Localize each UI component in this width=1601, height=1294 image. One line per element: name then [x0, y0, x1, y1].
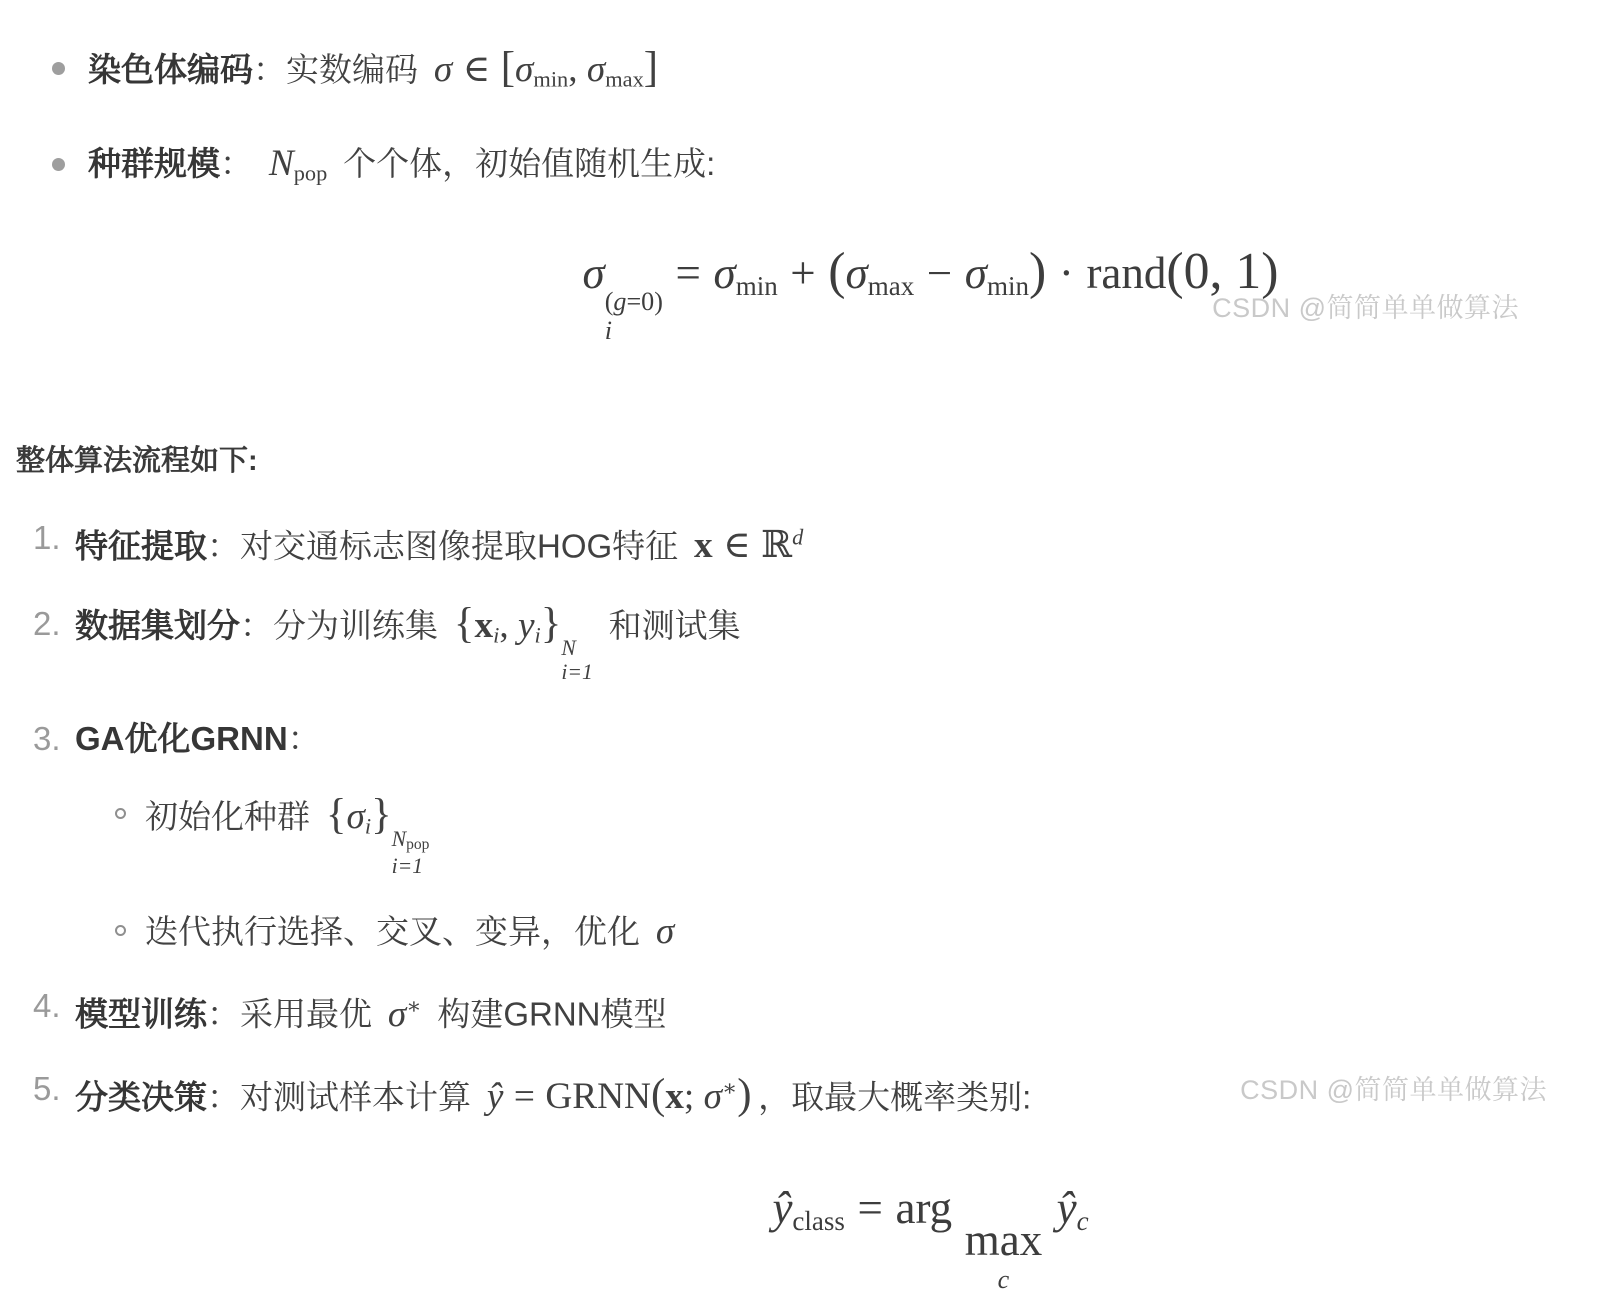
math-token: σ	[655, 911, 675, 953]
math-token: }	[540, 599, 562, 647]
math-token: i	[534, 622, 541, 648]
label-colon: ：	[207, 1077, 240, 1115]
step-text: 和测试集	[608, 606, 741, 644]
step-text: 对测试样本计算	[240, 1077, 471, 1115]
step-number: 2.	[33, 604, 61, 642]
math-token: ∗	[406, 993, 422, 1019]
math-token: min	[735, 270, 778, 301]
step-label: GA优化GRNN	[75, 719, 288, 757]
inline-math-npop	[269, 143, 327, 184]
math-token: σ	[433, 49, 453, 90]
math-token: σ	[346, 795, 365, 837]
math-token: ŷ	[486, 1075, 504, 1117]
math-token: =0)	[626, 286, 663, 316]
section-heading: 整体算法流程如下:	[16, 444, 258, 477]
step-label: 模型训练	[75, 995, 207, 1033]
math-token: (	[650, 1070, 666, 1118]
label-colon: ：	[207, 995, 240, 1033]
math-token: ,	[499, 604, 509, 646]
math-token: g	[613, 286, 627, 316]
label-colon: ：	[207, 526, 240, 564]
inline-math-training-set	[453, 599, 593, 685]
step-item	[33, 981, 1601, 1039]
list-item	[52, 44, 1601, 104]
math-superscript	[392, 828, 430, 853]
math-token: {	[325, 790, 347, 838]
bullet-icon	[52, 62, 65, 75]
math-token: min	[533, 66, 569, 92]
ga-substeps-list	[75, 790, 1601, 957]
math-token: [	[500, 44, 516, 91]
math-token: N	[268, 142, 294, 184]
math-token: pop	[406, 835, 430, 853]
ga-encoding-bullet-list	[0, 44, 1601, 197]
math-token: −	[926, 248, 953, 299]
circle-bullet-icon	[115, 808, 126, 819]
step-text: ，取最大概率类别:	[758, 1077, 1032, 1115]
list-item	[52, 140, 1601, 198]
step-number: 4.	[33, 987, 61, 1025]
math-token: min	[987, 270, 1030, 301]
inline-math-population	[325, 790, 430, 878]
label-colon: ：	[240, 606, 273, 644]
math-token: ℝ	[761, 524, 793, 566]
math-token: σ	[515, 49, 534, 90]
step-text: 分为训练集	[273, 606, 438, 644]
math-token: +	[790, 248, 816, 299]
math-subscript: i=1	[391, 853, 424, 878]
math-token: ;	[683, 1075, 695, 1117]
math-token: x	[474, 604, 494, 646]
math-token: i	[364, 813, 372, 839]
csdn-watermark: CSDN @简简单单做算法	[1240, 1075, 1547, 1105]
label-colon: ：	[253, 51, 286, 88]
label-colon: ：	[220, 144, 253, 182]
math-token: )	[1029, 243, 1047, 301]
math-token: {	[453, 599, 475, 647]
inline-math-sigma-star	[388, 994, 422, 1035]
math-token: rand	[1086, 248, 1167, 299]
math-token: =	[675, 248, 701, 299]
substep-item	[115, 790, 1601, 877]
math-token: c	[1076, 1205, 1089, 1236]
step-number: 1.	[33, 518, 61, 556]
math-token: σ	[964, 248, 987, 299]
math-token: x	[694, 524, 713, 566]
math-token: class	[792, 1205, 845, 1236]
substep-text: 初始化种群	[145, 797, 310, 835]
substep-text: 迭代执行选择、交叉、变异，优化	[145, 913, 640, 951]
math-token: σ	[845, 248, 868, 299]
math-token: GRNN	[545, 1075, 651, 1117]
math-token: }	[371, 790, 392, 838]
math-token: ŷ	[1056, 1182, 1077, 1233]
math-token: arg	[895, 1182, 953, 1233]
math-token: ,	[568, 49, 578, 90]
csdn-watermark: CSDN @简简单单做算法	[1212, 293, 1519, 323]
bullet-text: 实数编码	[286, 51, 418, 88]
math-token: (0, 1)	[1166, 243, 1279, 301]
step-label: 分类决策	[75, 1077, 207, 1115]
math-token: N	[391, 826, 407, 851]
math-token: (	[604, 286, 614, 316]
display-formula-argmax	[0, 1168, 1601, 1293]
bullet-icon	[52, 158, 65, 171]
step-number: 5.	[33, 1069, 61, 1107]
math-token: =	[857, 1182, 883, 1233]
math-subscript: i=1	[561, 660, 593, 685]
math-superscript: N	[561, 635, 576, 660]
bullet-label: 种群规模	[88, 144, 220, 182]
bullet-label: 染色体编码	[88, 51, 253, 88]
bullet-text: 个个体，初始值随机生成:	[343, 144, 716, 182]
math-token: max	[867, 270, 915, 301]
step-item	[33, 599, 1601, 684]
math-token: max	[605, 66, 644, 92]
label-colon: ：	[287, 719, 321, 757]
step-text: 采用最优	[240, 995, 372, 1033]
math-token: ]	[643, 44, 659, 91]
math-subsup	[605, 288, 663, 345]
math-token: )	[737, 1070, 752, 1118]
step-item	[33, 714, 1601, 957]
step-text: 对交通标志图像提取HOG特征	[240, 526, 679, 564]
step-label: 数据集划分	[75, 606, 240, 644]
step-item	[33, 513, 1601, 571]
math-token: (	[828, 243, 846, 301]
math-token: ∈	[462, 49, 491, 90]
step-label: 特征提取	[75, 526, 207, 564]
math-token: d	[792, 524, 804, 550]
step-number: 3.	[33, 719, 61, 757]
math-token: ŷ	[772, 1182, 793, 1233]
math-subsup	[561, 637, 592, 684]
step-text: 构建GRNN模型	[437, 995, 667, 1033]
math-token: ∈	[723, 524, 751, 566]
math-token: =	[513, 1075, 535, 1117]
inline-math-sigma-range	[433, 44, 659, 92]
math-token: y	[517, 604, 535, 646]
math-token: pop	[293, 160, 328, 186]
math-token: ·	[1058, 248, 1074, 299]
math-token: max	[964, 1215, 1043, 1266]
inline-math-grnn-predict	[486, 1070, 752, 1118]
math-subscript: i	[604, 316, 612, 346]
algorithm-steps-list	[33, 513, 1601, 1122]
inline-math-hog-feature	[694, 525, 803, 566]
math-token: σ	[387, 993, 407, 1035]
math-token: σ	[582, 248, 605, 299]
math-token: x	[665, 1075, 684, 1117]
math-token: σ	[586, 49, 606, 90]
math-token: c	[997, 1265, 1010, 1294]
math-superscript	[605, 288, 663, 315]
math-token: σ	[713, 248, 736, 299]
math-underscript	[964, 1215, 1043, 1294]
math-token: σ	[703, 1075, 722, 1117]
math-token: i	[493, 622, 500, 648]
math-subsup	[392, 828, 430, 878]
substep-item	[115, 907, 1601, 957]
math-token: ∗	[721, 1075, 738, 1101]
inline-math-sigma	[656, 911, 674, 952]
circle-bullet-icon	[115, 925, 126, 936]
